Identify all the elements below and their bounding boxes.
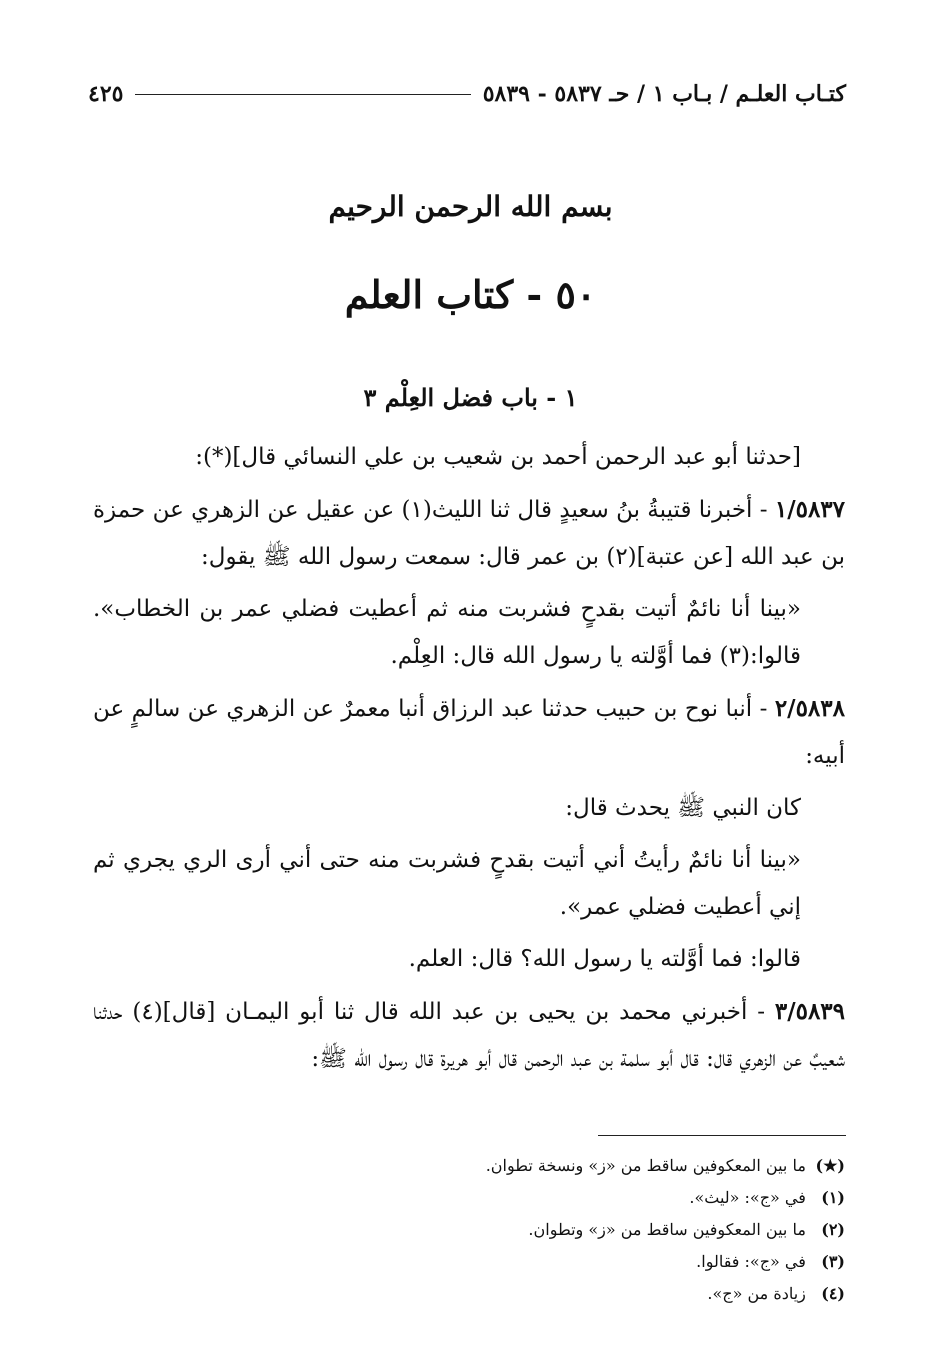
footnote-3 [93,1246,845,1278]
hadith-5837-matn [93,586,845,680]
basmala: بسم الله الرحمن الرحيم [328,190,613,223]
running-title: كتـاب العلـم / بـاب ١ / حـ ٥٨٣٧ - ٥٨٣٩ [482,81,846,107]
isnad-intro [93,434,845,481]
hadith-number: ٢/٥٨٣٨ [774,695,845,722]
paragraph-text: - أخبرنا قتيبةُ بنُ سعيدٍ قال ثنا الليث(١) عن عقيل عن الزهري عن حمزة بن عبد الله [عن عتبة](٢) بن عمر قال: سمعت رسول الله ﷺ يقول: [93,497,845,570]
paragraph-text: - أخبرني محمد بن يحيى بن عبد الله قال ثنا أبو اليمـان [قال](٤) حدثنا شعيبٌ عن الزهري قال: قال أبو سلمة بن عبد الرحمن قال أبو هريرة قال رسول الله ﷺ: [93,999,845,1072]
footnote-mark: (★) [815,1156,845,1175]
footnote-star [93,1150,845,1182]
footnote-text: في «ج»: «ليث». [689,1188,806,1207]
header-rule [135,94,470,95]
hadith-5838 [93,685,845,780]
page-number: ٤٢٥ [88,81,124,107]
footnote-2 [93,1214,845,1246]
footnote-mark: (١) [821,1188,845,1207]
footnote-separator [598,1135,846,1136]
footnote-4 [93,1278,845,1310]
footnote-text: زيادة من «ج». [707,1284,806,1303]
footnote-mark: (٤) [821,1284,845,1303]
hadith-number: ١/٥٨٣٧ [774,496,846,523]
hadith-5839 [93,988,845,1083]
paragraph-text: كان النبي ﷺ يحدث قال: [565,795,801,821]
footnote-text: ما بين المعكوفين ساقط من «ز» ونسخة تطوان. [485,1156,806,1175]
paragraph-text: [حدثنا أبو عبد الرحمن أحمد بن شعيب بن علي النسائي قال](*): [195,444,801,470]
footnote-mark: (٢) [821,1220,845,1239]
hadith-5837 [93,486,845,581]
body-text [93,434,845,1088]
paragraph-text: «بينا أنا نائمٌ رأيتُ أني أتيت بقدحٍ فشربت منه حتى أني أرى الري يجري ثم إني أعطيت فضلي عمر». [93,847,801,920]
footnote-1 [93,1182,845,1214]
hadith-5838-matn [93,837,845,931]
running-header [88,78,846,110]
hadith-number: ٣/٥٨٣٩ [774,998,846,1025]
paragraph-text: قالوا: فما أوَّلته يا رسول الله؟ قال: العلم. [408,946,801,972]
hadith-5838-intro [93,785,845,832]
hadith-5838-answer [93,936,845,983]
footnote-mark: (٣) [821,1252,845,1271]
paragraph-text: «بينا أنا نائمٌ أتيت بقدحٍ فشربت منه ثم أعطيت فضلي عمر بن الخطاب». قالوا:(٣) فما أوَّلته يا رسول الله قال: العِلْم. [93,596,801,669]
footnotes [93,1150,845,1310]
footnote-text: ما بين المعكوفين ساقط من «ز» وتطوان. [528,1220,806,1239]
book-title: ٥٠ - كتاب العلم [344,272,597,317]
footnote-text: في «ج»: فقالوا. [696,1252,806,1271]
paragraph-text: - أنبا نوح بن حبيب حدثنا عبد الرزاق أنبا معمرٌ عن الزهري عن سالمٍ عن أبيه: [93,696,845,769]
chapter-title: ١ - باب فضل العِلْم ٣ [363,383,578,412]
